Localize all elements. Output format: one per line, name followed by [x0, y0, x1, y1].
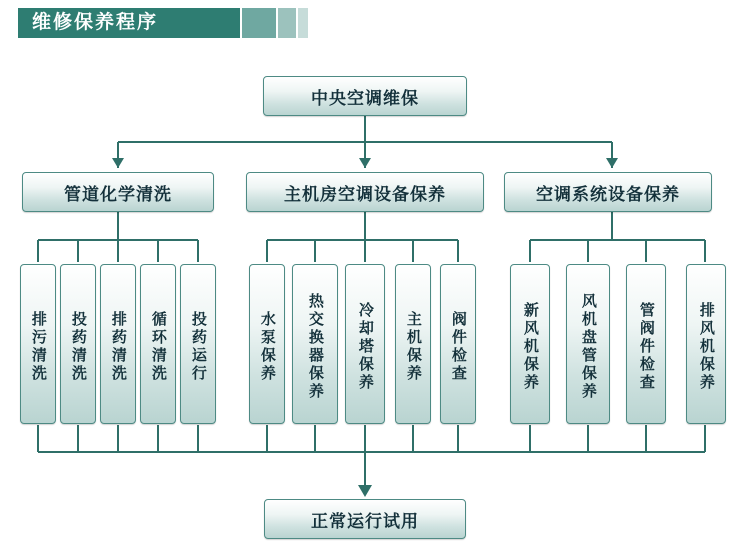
node-leaf-3-3-label: 管阀件检查 [637, 302, 655, 392]
node-leaf-1-3-label: 排药清洗 [109, 311, 127, 383]
node-leaf-3-4-label: 排风机保养 [697, 302, 715, 392]
node-leaf-2-4[interactable] [395, 264, 431, 424]
node-leaf-1-2[interactable] [60, 264, 96, 424]
node-leaf-2-5[interactable] [440, 264, 476, 424]
node-branch-2[interactable] [246, 172, 484, 212]
node-branch-1-label: 管道化学清洗 [64, 184, 172, 204]
node-leaf-3-1-label: 新风机保养 [521, 302, 539, 392]
node-leaf-1-4[interactable] [140, 264, 176, 424]
node-root[interactable] [263, 76, 467, 116]
node-leaf-2-5-label: 阀件检查 [449, 311, 467, 383]
node-branch-3-label: 空调系统设备保养 [536, 184, 680, 204]
node-footer-label: 正常运行试用 [311, 511, 419, 531]
node-branch-2-label: 主机房空调设备保养 [284, 184, 446, 204]
node-leaf-2-3-label: 冷却塔保养 [356, 302, 374, 392]
node-leaf-1-4-label: 循环清洗 [149, 311, 167, 383]
node-root-label: 中央空调维保 [311, 88, 419, 108]
node-leaf-1-5[interactable] [180, 264, 216, 424]
node-leaf-2-4-label: 主机保养 [404, 311, 422, 383]
node-leaf-1-5-label: 投药运行 [189, 311, 207, 383]
node-leaf-3-2[interactable] [566, 264, 610, 424]
node-leaf-2-1[interactable] [249, 264, 285, 424]
page-title: 维修保养程序 [32, 12, 159, 33]
node-leaf-1-2-label: 投药清洗 [69, 311, 87, 383]
node-leaf-3-3[interactable] [626, 264, 666, 424]
node-leaf-2-3[interactable] [345, 264, 385, 424]
node-leaf-2-2-label: 热交换器保养 [306, 293, 324, 401]
node-branch-1[interactable] [22, 172, 214, 212]
node-leaf-1-1-label: 排污清洗 [29, 311, 47, 383]
node-leaf-2-2[interactable] [292, 264, 338, 424]
node-leaf-3-1[interactable] [510, 264, 550, 424]
node-leaf-2-1-label: 水泵保养 [258, 311, 276, 383]
node-leaf-3-4[interactable] [686, 264, 726, 424]
node-leaf-1-3[interactable] [100, 264, 136, 424]
node-footer[interactable] [264, 499, 466, 539]
node-branch-3[interactable] [504, 172, 712, 212]
node-leaf-1-1[interactable] [20, 264, 56, 424]
node-leaf-3-2-label: 风机盘管保养 [579, 293, 597, 401]
